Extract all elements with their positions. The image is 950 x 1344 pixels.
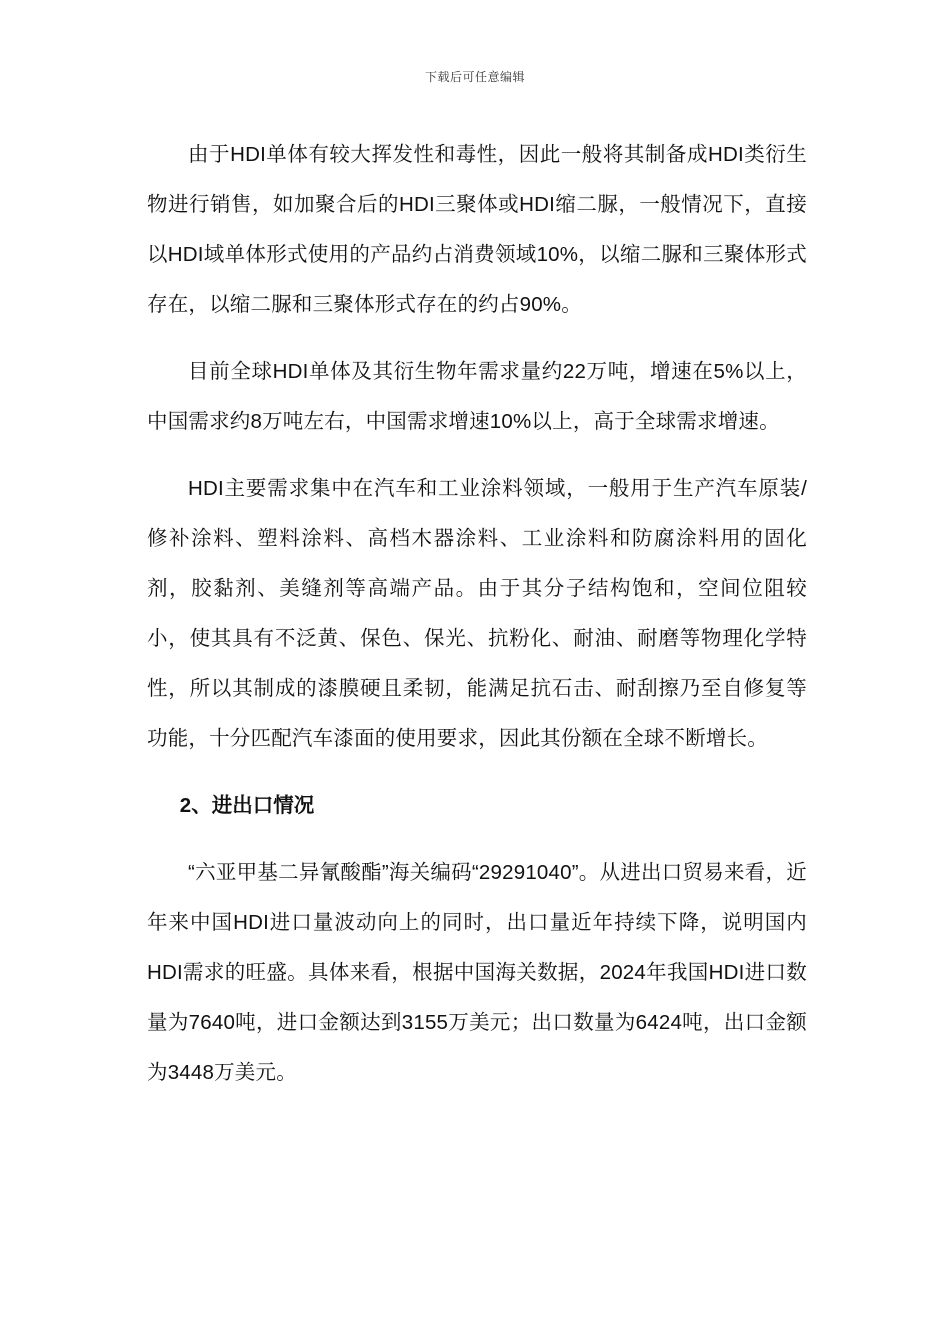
page-header: 下载后可任意编辑 — [424, 70, 525, 84]
paragraph-application-fields: HDI主要需求集中在汽车和工业涂料领域，一般用于生产汽车原装/修补涂料、塑料涂料、高档木器涂料、工业涂料和防腐涂料用的固化剂，胶黏剂、美缝剂等高端产品。由于其分子结构饱和，空间位阻较小，使其具有不泛黄、保色、保光、抗粉化、耐油、耐磨等物理化学特性，所以其制成的漆膜硬且柔韧，能满足抗石击、耐刮擦乃至自修复等功能，十分匹配汽车漆面的使用要求，因此其份额在全球不断增长。 — [147, 477, 807, 750]
paragraph-import-export: “六亚甲基二异氰酸酯”海关编码“29291040”。从进出口贸易来看，近年来中国HDI进口量波动向上的同时，出口量近年持续下降，说明国内HDI需求的旺盛。具体来看，根据中国海关数据，2024年我国HDI进口数量为7640吨，进口金额达到3155万美元；出口数量为6424吨，出口金额为3448万美元。 — [147, 861, 807, 1084]
paragraph-hdi-derivatives: 由于HDI单体有较大挥发性和毒性，因此一般将其制备成HDI类衍生物进行销售，如加聚合后的HDI三聚体或HDI缩二脲，一般情况下，直接以HDI域单体形式使用的产品约占消费领域10%，以缩二脲和三聚体形式存在，以缩二脲和三聚体形式存在的约占90%。 — [147, 143, 807, 316]
document-body — [147, 130, 807, 1115]
section-heading: 2、进出口情况 — [179, 794, 315, 817]
paragraph-global-demand: 目前全球HDI单体及其衍生物年需求量约22万吨，增速在5%以上，中国需求约8万吨左右，中国需求增速10%以上，高于全球需求增速。 — [147, 360, 807, 433]
